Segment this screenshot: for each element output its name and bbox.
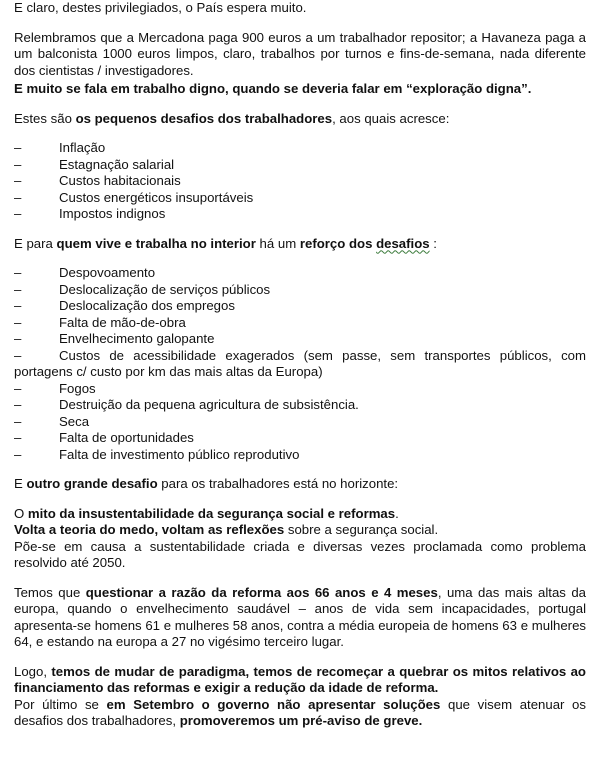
- list-item: [14, 206, 586, 223]
- final-bold2: promoveremos um pré-aviso de greve.: [179, 713, 423, 728]
- myth-paragraph: [14, 506, 586, 523]
- headline-paragraph: [14, 81, 586, 98]
- list-item-text: Falta de oportunidades: [59, 430, 194, 445]
- list-item-text: Falta de investimento público reprodutivo: [59, 446, 300, 462]
- dash-bullet: –: [14, 265, 22, 280]
- list-item: [14, 298, 586, 315]
- final-bold1: em Setembro o governo não apresentar soluções: [106, 696, 441, 712]
- list-item-text: Custos energéticos insuportáveis: [59, 189, 254, 205]
- challenges-intro-pre: Estes são: [14, 110, 76, 126]
- interior-intro-mid: há um: [255, 235, 300, 251]
- dash-bullet: –: [14, 413, 22, 429]
- final-paragraph: [14, 697, 586, 730]
- dash-bullet: –: [14, 281, 22, 297]
- final-pre: Por último se: [14, 696, 107, 712]
- another-post: para os trabalhadores está no horizonte:: [157, 476, 399, 491]
- list-item: [14, 315, 586, 332]
- interior-intro-pre: E para: [14, 235, 57, 251]
- list-item: [14, 397, 586, 414]
- list-item-text: Falta de mão-de-obra: [59, 314, 186, 330]
- dash-bullet: –: [14, 380, 22, 396]
- wages-paragraph: Relembramos que a Mercadona paga 900 euros a um trabalhador repositor; a Havaneza paga a um balconista 1000 euros limpos, claro, trabalhos por turnos e fins-de-semana, nada diferente dos cientistas / investigadores.: [14, 29, 586, 78]
- dash-bullet: –: [14, 189, 22, 205]
- document-body: [14, 0, 586, 730]
- list-item-text: Impostos indignos: [59, 206, 166, 221]
- myth-post: .: [395, 505, 399, 521]
- challenges-intro: [14, 111, 586, 128]
- interior-intro-bold1: quem vive e trabalha no interior: [56, 235, 256, 251]
- headline-text: E muito se fala em trabalho digno, quando se deveria falar em “exploração digna”.: [14, 81, 532, 96]
- final-mid: que visem atenuar os desafios dos trabalhadores,: [14, 696, 586, 728]
- challenges-list: [14, 140, 586, 223]
- challenges-intro-bold: os pequenos desafios dos trabalhadores: [75, 110, 333, 126]
- list-item: [14, 157, 586, 174]
- list-item-text: Inflação: [59, 140, 106, 155]
- dash-bullet: –: [14, 331, 22, 346]
- list-item: [14, 265, 586, 282]
- interior-intro-bold2a: reforço dos: [299, 235, 377, 251]
- fear-post: sobre a segurança social.: [284, 522, 439, 537]
- list-item-text: Estagnação salarial: [59, 156, 175, 172]
- list-item: [14, 447, 586, 464]
- list-item: [14, 381, 586, 398]
- list-item: [14, 190, 586, 207]
- interior-challenges-list: [14, 265, 586, 463]
- question-pre: Temos que: [14, 584, 86, 600]
- fear-paragraph: [14, 522, 586, 539]
- dash-bullet: –: [14, 347, 22, 363]
- conclusion-bold: temos de mudar de paradigma, temos de recomeçar a quebrar os mitos relativos ao financiamento das reformas e exigir a redução da idade de reforma.: [14, 663, 586, 695]
- dash-bullet: –: [14, 140, 22, 155]
- list-item-text: Fogos: [59, 380, 96, 396]
- intro-paragraph: E claro, destes privilegiados, o País espera muito.: [14, 0, 307, 15]
- another-pre: E: [14, 476, 27, 491]
- list-item-text: Destruição da pequena agricultura de subsistência.: [59, 397, 359, 412]
- list-item-text: Deslocalização de serviços públicos: [59, 281, 271, 297]
- fear-bold: Volta a teoria do medo, voltam as reflexões: [14, 522, 285, 537]
- interior-intro-post: :: [429, 235, 437, 251]
- list-item: [14, 140, 586, 157]
- list-item-text: Seca: [59, 413, 90, 429]
- list-item-text: Custos habitacionais: [59, 173, 181, 188]
- list-item-text: Deslocalização dos empregos: [59, 298, 235, 313]
- list-item: [14, 282, 586, 299]
- another-challenge: [14, 476, 586, 493]
- list-item-text: Despovoamento: [59, 265, 156, 280]
- dash-bullet: –: [14, 206, 22, 221]
- dash-bullet: –: [14, 156, 22, 172]
- dash-bullet: –: [14, 430, 22, 445]
- another-bold: outro grande desafio: [26, 476, 158, 491]
- list-item: [14, 430, 586, 447]
- dash-bullet: –: [14, 173, 22, 188]
- myth-bold: mito da insustentabilidade da segurança social e reformas: [27, 505, 396, 521]
- list-item-text: Custos de acessibilidade exagerados (sem passe, sem transportes públicos, com portagens c/ custo por km das mais altas da Europa): [14, 347, 586, 379]
- dash-bullet: –: [14, 397, 22, 412]
- myth-pre: O: [14, 505, 28, 521]
- challenges-intro-post: , aos quais acresce:: [332, 110, 450, 126]
- sustain-paragraph: Põe-se em causa a sustentabilidade criada e diversas vezes proclamada como problema resolvido até 2050.: [14, 538, 586, 570]
- conclusion-paragraph: [14, 664, 586, 697]
- list-item-wrapping: [14, 348, 586, 381]
- list-item-text: Envelhecimento galopante: [59, 331, 215, 346]
- list-item: [14, 414, 586, 431]
- dash-bullet: –: [14, 446, 22, 462]
- question-post: , uma das mais altas da europa, quando o envelhecimento saudável – anos de vida sem incapacidades, portugal apresenta-se homens 61 e mulheres 58 anos, contra a média europeia de homens 63 e mulheres 64, e estando na europa a 27 no vigésimo terceiro lugar.: [14, 584, 587, 649]
- dash-bullet: –: [14, 314, 22, 330]
- dash-bullet: –: [14, 298, 22, 313]
- conclusion-pre: Logo,: [14, 663, 52, 679]
- interior-intro: [14, 236, 586, 253]
- list-item: [14, 173, 586, 190]
- list-item: [14, 331, 586, 348]
- question-paragraph: [14, 585, 586, 651]
- question-bold: questionar a razão da reforma aos 66 anos e 4 meses: [85, 584, 438, 600]
- interior-intro-bold2b: desafios: [376, 235, 430, 251]
